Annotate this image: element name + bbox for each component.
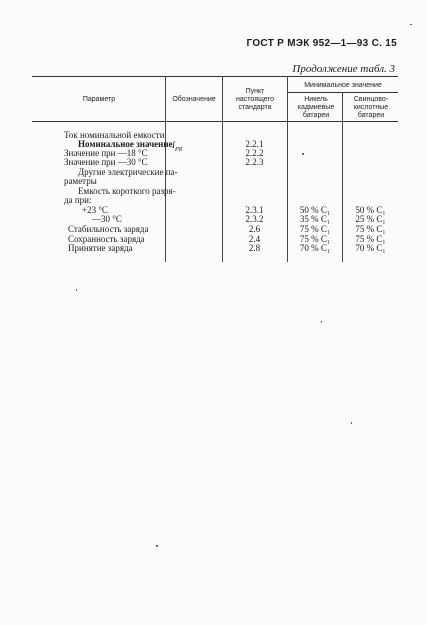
ni-cd-cell: 35 % C₁ xyxy=(299,214,331,224)
row-label: Значение при —18 °С xyxy=(64,148,148,158)
ni-cd-cell: 75 % C₁ xyxy=(299,234,331,244)
row-label: Емкость короткого разря- xyxy=(78,186,176,196)
scan-speck xyxy=(410,24,412,25)
row-label: Значение при —30 °С xyxy=(64,157,148,167)
page-header: ГОСТ Р МЭК 952—1—93 С. 15 xyxy=(246,38,397,49)
header-designation: Обозначение xyxy=(172,96,216,103)
header-clause: Пункт настоящего стандарта xyxy=(236,88,274,111)
clause-cell: 2.3.1 xyxy=(245,205,264,215)
clause-cell: 2.4 xyxy=(248,234,261,244)
pb-cell: 75 % C₁ xyxy=(355,224,386,234)
row-label: Сохранность заряда xyxy=(68,234,145,244)
clause-cell: 2.6 xyxy=(248,224,261,234)
row-label: Другие электрические па- xyxy=(78,167,178,177)
scan-speck xyxy=(156,545,158,547)
scan-speck xyxy=(302,153,304,155)
scan-speck xyxy=(351,422,352,424)
table-top-rule xyxy=(32,76,398,77)
header-parameter: Параметр xyxy=(82,96,116,103)
header-min-value: Минимальное значение xyxy=(304,82,382,89)
scan-speck xyxy=(321,321,322,323)
ni-cd-cell: 75 % C₁ xyxy=(299,224,331,234)
header-bottom-rule xyxy=(32,121,398,122)
pb-cell: 50 % C₁ xyxy=(355,205,386,215)
ni-cd-cell: 50 % C₁ xyxy=(299,205,331,215)
row-label: +23 °С xyxy=(82,205,108,215)
scan-speck xyxy=(76,289,77,291)
clause-cell: 2.2.2 xyxy=(245,148,264,158)
table-caption: Продолжение табл. 3 xyxy=(292,63,395,75)
clause-cell: 2.2.3 xyxy=(245,157,264,167)
row-label: Ток номинальной емкости xyxy=(64,130,165,140)
row-label: Принятие заряда xyxy=(68,243,133,253)
clause-cell: 2.8 xyxy=(248,243,261,253)
header-lead-acid: Свинцово-кислотные батареи xyxy=(353,96,389,119)
row-label: Стабильность заряда xyxy=(68,224,149,234)
clause-cell: 2.3.2 xyxy=(245,214,264,224)
pb-cell: 75 % C₁ xyxy=(355,234,386,244)
pb-cell: 70 % C₁ xyxy=(355,243,386,253)
pb-cell: 25 % C₁ xyxy=(355,214,386,224)
ni-cd-cell: 70 % C₁ xyxy=(299,243,331,253)
symbol-ipr: $I_{PR}$ xyxy=(172,140,183,153)
row-label: —30 °С xyxy=(92,214,122,224)
row-label: да при: xyxy=(64,195,92,205)
header-nickel-cadmium: Никель кадмиевые батареи xyxy=(297,96,335,119)
row-label: раметры xyxy=(64,176,97,186)
clause-cell: 2.2.1 xyxy=(245,139,264,149)
row-label: Номинальное значение xyxy=(78,139,173,149)
